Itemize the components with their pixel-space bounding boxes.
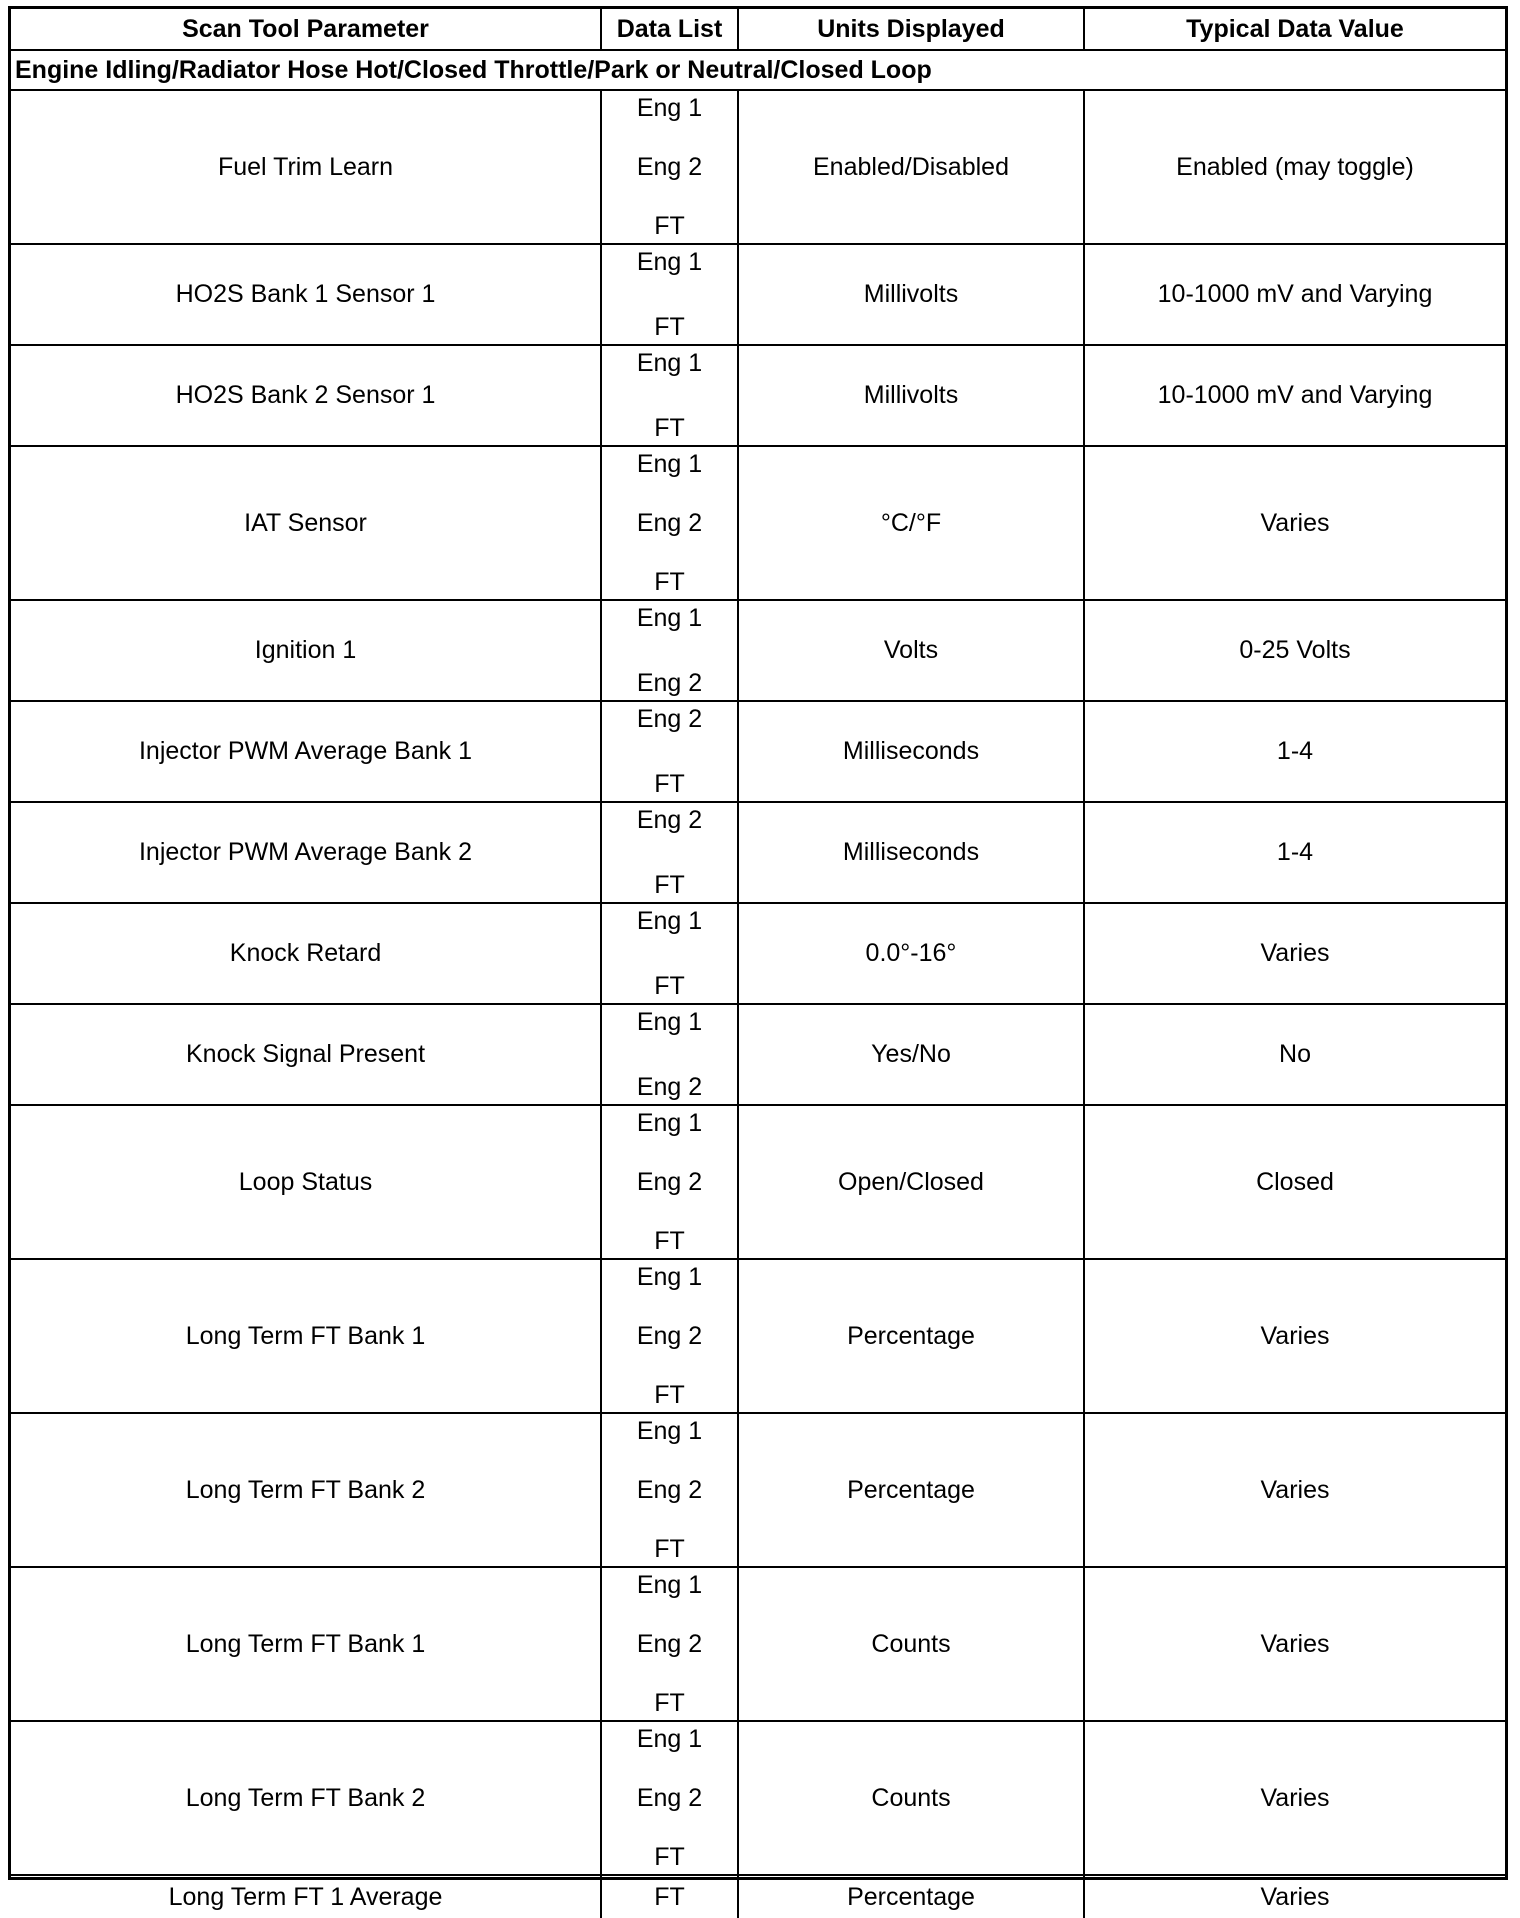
cell-parameter: HO2S Bank 1 Sensor 1: [11, 244, 601, 345]
data-list-items: [602, 93, 737, 241]
cell-typical-value: Varies: [1084, 446, 1505, 600]
cell-typical-value: 0-25 Volts: [1084, 600, 1505, 701]
cell-typical-value: Varies: [1084, 1413, 1505, 1567]
data-list-item: FT: [654, 568, 685, 596]
cell-units: Volts: [738, 600, 1084, 701]
data-list-item: FT: [654, 414, 685, 442]
cell-parameter: HO2S Bank 2 Sensor 1: [11, 345, 601, 446]
data-list-item: Eng 1: [636, 1725, 703, 1753]
data-list-item: Eng 2: [636, 1322, 703, 1350]
cell-data-list: [601, 345, 738, 446]
cell-data-list: [601, 1875, 738, 1918]
data-list-items: [602, 906, 737, 1001]
cell-typical-value: Varies: [1084, 1259, 1505, 1413]
data-list-item: Eng 2: [636, 1168, 703, 1196]
data-list-item: Eng 2: [636, 509, 703, 537]
data-list-item: FT: [654, 313, 685, 341]
cell-units: Percentage: [738, 1413, 1084, 1567]
cell-typical-value: 1-4: [1084, 802, 1505, 903]
data-list-item: Eng 1: [636, 349, 703, 377]
cell-typical-value: Varies: [1084, 1567, 1505, 1721]
cell-typical-value: 10-1000 mV and Varying: [1084, 345, 1505, 446]
cell-parameter: Long Term FT Bank 1: [11, 1259, 601, 1413]
data-list-item: Eng 1: [636, 604, 703, 632]
cell-units: Enabled/Disabled: [738, 90, 1084, 244]
cell-data-list: [601, 1721, 738, 1875]
data-list-items: [602, 1007, 737, 1102]
data-list-item: Eng 1: [636, 1008, 703, 1036]
data-table: [11, 9, 1505, 1918]
data-list-item: FT: [654, 1535, 685, 1563]
header-data-list: Data List: [601, 9, 738, 50]
header-typical-data-value: Typical Data Value: [1084, 9, 1505, 50]
data-list-item: Eng 2: [636, 1784, 703, 1812]
cell-parameter: Long Term FT Bank 2: [11, 1721, 601, 1875]
cell-data-list: [601, 903, 738, 1004]
data-list-items: [602, 1108, 737, 1256]
table-row: [11, 802, 1505, 903]
data-list-item: FT: [654, 1689, 685, 1717]
table-row: [11, 1004, 1505, 1105]
cell-units: °C/°F: [738, 446, 1084, 600]
data-list-item: Eng 2: [636, 1630, 703, 1658]
cell-data-list: [601, 701, 738, 802]
cell-units: Milliseconds: [738, 802, 1084, 903]
cell-typical-value: 10-1000 mV and Varying: [1084, 244, 1505, 345]
cell-parameter: IAT Sensor: [11, 446, 601, 600]
cell-parameter: Long Term FT Bank 2: [11, 1413, 601, 1567]
data-list-items: [602, 449, 737, 597]
cell-data-list: [601, 1105, 738, 1259]
cell-data-list: [601, 1004, 738, 1105]
data-list-items: [602, 603, 737, 698]
scan-tool-data-table: [8, 6, 1508, 1911]
data-list-item: Eng 2: [636, 153, 703, 181]
data-list-item: FT: [654, 770, 685, 798]
data-list-item: Eng 2: [636, 1073, 703, 1101]
cell-typical-value: 1-4: [1084, 701, 1505, 802]
data-list-items: [602, 1262, 737, 1410]
table-row: [11, 701, 1505, 802]
cell-units: Milliseconds: [738, 701, 1084, 802]
data-list-items: [602, 1570, 737, 1718]
data-list-items: [602, 704, 737, 799]
data-list-item: Eng 1: [636, 94, 703, 122]
cell-units: Yes/No: [738, 1004, 1084, 1105]
header-units-displayed: Units Displayed: [738, 9, 1084, 50]
header-row: [11, 9, 1505, 50]
cell-typical-value: No: [1084, 1004, 1505, 1105]
data-list-item: Eng 2: [636, 669, 703, 697]
table-row: [11, 903, 1505, 1004]
table-row: [11, 1105, 1505, 1259]
cell-parameter: Fuel Trim Learn: [11, 90, 601, 244]
cell-parameter: Long Term FT Bank 1: [11, 1567, 601, 1721]
data-list-item: Eng 1: [636, 450, 703, 478]
cell-typical-value: Closed: [1084, 1105, 1505, 1259]
cell-units: 0.0°-16°: [738, 903, 1084, 1004]
cell-units: Counts: [738, 1567, 1084, 1721]
cell-units: Percentage: [738, 1875, 1084, 1918]
data-list-item: Eng 1: [636, 1109, 703, 1137]
cell-parameter: Long Term FT 1 Average: [11, 1875, 601, 1918]
cell-units: Millivolts: [738, 244, 1084, 345]
cell-data-list: [601, 802, 738, 903]
cell-typical-value: Varies: [1084, 1721, 1505, 1875]
data-list-item: FT: [654, 212, 685, 240]
data-list-item: FT: [654, 1843, 685, 1871]
section-title: Engine Idling/Radiator Hose Hot/Closed Throttle/Park or Neutral/Closed Loop: [11, 50, 1505, 90]
cell-typical-value: Varies: [1084, 903, 1505, 1004]
cell-units: Percentage: [738, 1259, 1084, 1413]
table-row: [11, 1567, 1505, 1721]
table-row: [11, 345, 1505, 446]
data-list-item: Eng 2: [636, 806, 703, 834]
cell-data-list: [601, 446, 738, 600]
data-list-item: Eng 1: [636, 1417, 703, 1445]
cell-data-list: [601, 1413, 738, 1567]
header-scan-tool-parameter: Scan Tool Parameter: [11, 9, 601, 50]
data-list-item: Eng 1: [636, 1263, 703, 1291]
cell-typical-value: Varies: [1084, 1875, 1505, 1918]
table-row: [11, 90, 1505, 244]
cell-parameter: Knock Retard: [11, 903, 601, 1004]
cell-parameter: Ignition 1: [11, 600, 601, 701]
data-list-item: Eng 2: [636, 1476, 703, 1504]
cell-data-list: [601, 244, 738, 345]
cell-units: Open/Closed: [738, 1105, 1084, 1259]
data-list-items: [602, 1878, 737, 1916]
cell-parameter: Knock Signal Present: [11, 1004, 601, 1105]
table-row: [11, 1259, 1505, 1413]
data-list-item: FT: [654, 871, 685, 899]
data-list-item: FT: [654, 1381, 685, 1409]
table-row: [11, 1721, 1505, 1875]
cell-data-list: [601, 600, 738, 701]
data-list-item: Eng 1: [636, 248, 703, 276]
cell-parameter: Injector PWM Average Bank 1: [11, 701, 601, 802]
cell-data-list: [601, 1567, 738, 1721]
data-list-item: FT: [654, 1883, 685, 1911]
table-row: [11, 1413, 1505, 1567]
section-row: [11, 50, 1505, 90]
data-list-item: Eng 1: [636, 907, 703, 935]
data-list-item: FT: [654, 972, 685, 1000]
cell-data-list: [601, 1259, 738, 1413]
cell-units: Counts: [738, 1721, 1084, 1875]
data-list-item: Eng 2: [636, 705, 703, 733]
cell-parameter: Injector PWM Average Bank 2: [11, 802, 601, 903]
table-row: [11, 600, 1505, 701]
data-list-items: [602, 1416, 737, 1564]
data-list-items: [602, 805, 737, 900]
table-row: [11, 244, 1505, 345]
table-row: [11, 1875, 1505, 1918]
data-list-items: [602, 348, 737, 443]
cell-typical-value: Enabled (may toggle): [1084, 90, 1505, 244]
cell-data-list: [601, 90, 738, 244]
cell-parameter: Loop Status: [11, 1105, 601, 1259]
table-row: [11, 446, 1505, 600]
data-list-items: [602, 247, 737, 342]
data-list-item: FT: [654, 1227, 685, 1255]
cell-units: Millivolts: [738, 345, 1084, 446]
data-list-items: [602, 1724, 737, 1872]
data-list-item: Eng 1: [636, 1571, 703, 1599]
